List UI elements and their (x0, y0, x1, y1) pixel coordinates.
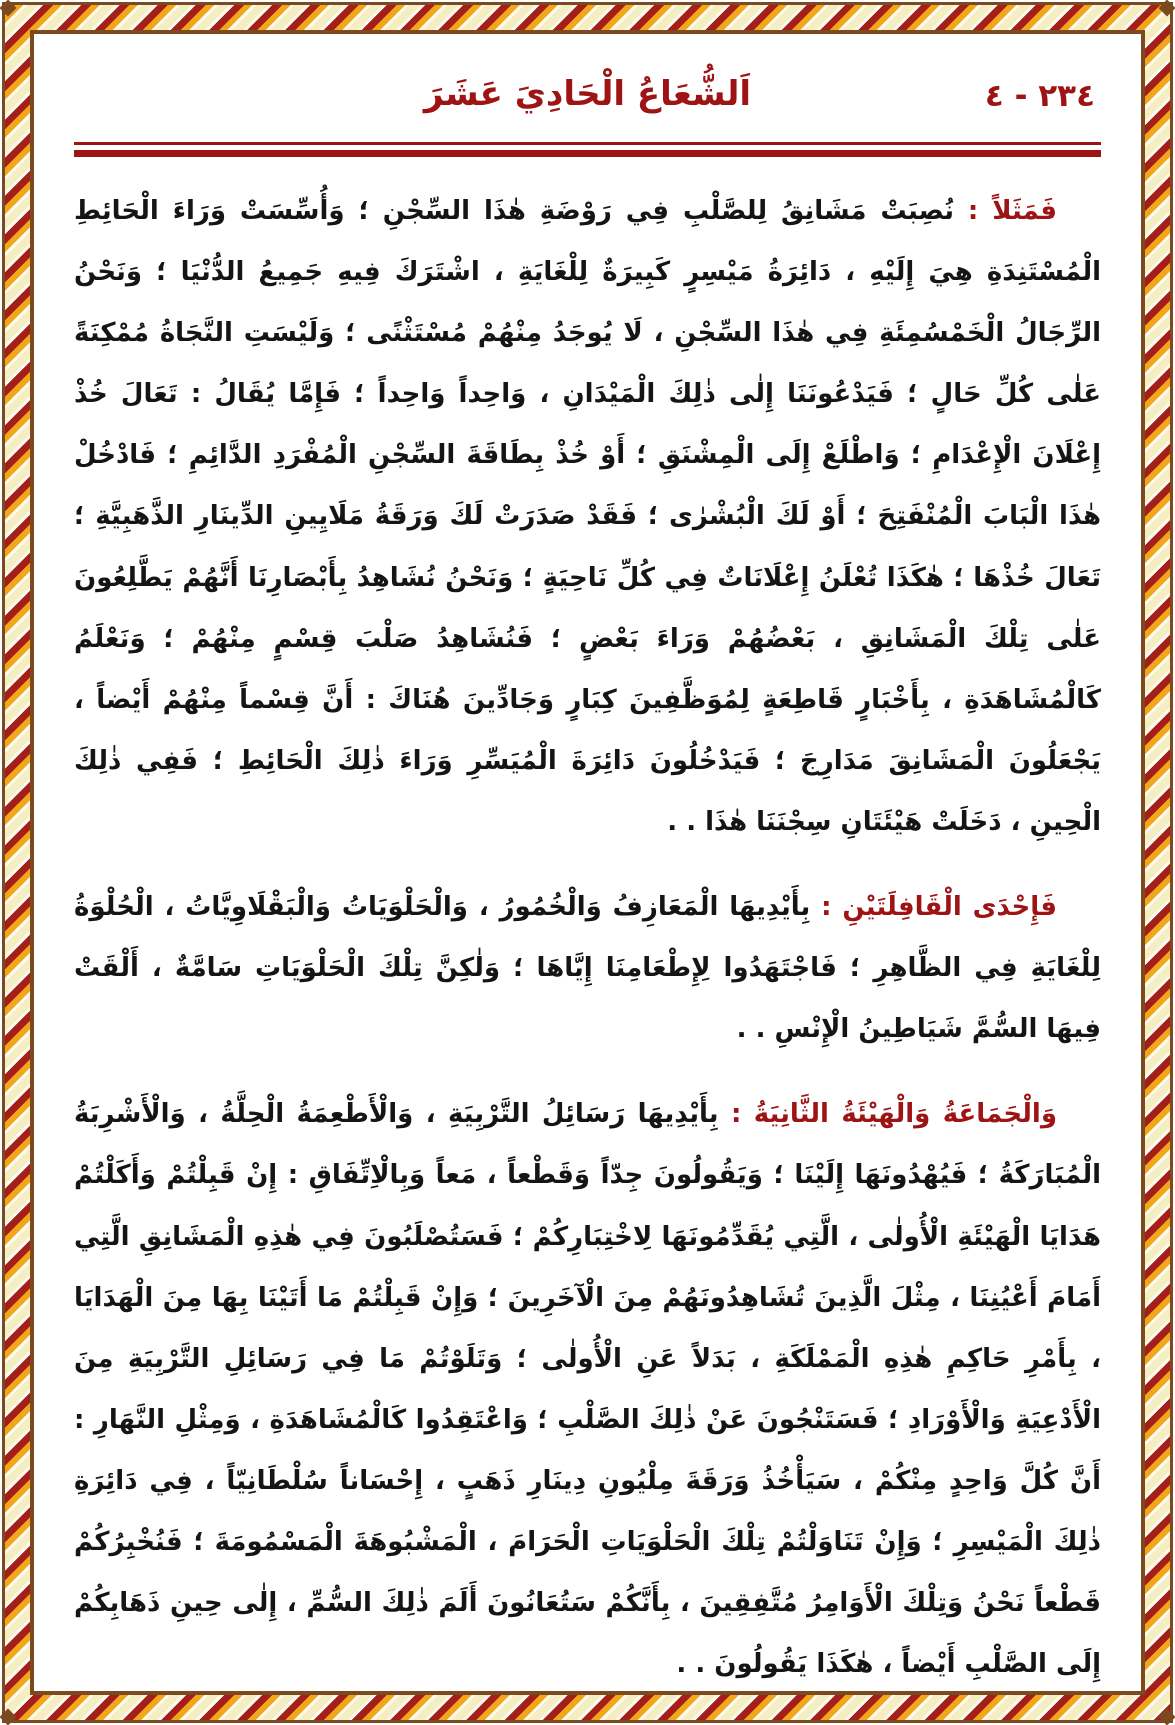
divider-thick-rule (74, 150, 1101, 157)
folio-page-number: ٢٣٤ - ٤ (984, 78, 1095, 114)
paragraph-text: نُصِبَتْ مَشَانِقُ لِلصَّلْبِ فِي رَوْضَةِ هٰذَا السِّجْنِ ؛ وَأُسِّسَتْ وَرَاءَ الْحَائِطِ الْمُسْتَنِدَةِ هِيَ إِلَيْهِ ، دَائِرَةُ مَيْسِرٍ كَبِيرَةٌ لِلْغَايَةِ ، اشْتَرَكَ فِيهِ جَمِيعُ الدُّنْيَا ؛ وَنَحْنُ الرِّجَالُ الْخَمْسُمِئَةِ فِي هٰذَا السِّجْنِ ، لَا يُوجَدُ مِنْهُمْ مُسْتَثْنًى ؛ وَلَيْسَتِ النَّجَاةُ مُمْكِنَةً عَلٰى كُلِّ حَالٍ ؛ فَيَدْعُونَنَا إِلٰى ذٰلِكَ الْمَيْدَانِ ، وَاحِداً وَاحِداً ؛ فَإِمَّا يُقَالُ : تَعَالَ خُذْ إِعْلَانَ الْإِعْدَامِ ؛ وَاطْلَعْ إِلَى الْمِشْنَقِ ؛ أَوْ خُذْ بِطَاقَةَ السِّجْنِ الْمُفْرَدِ الدَّائِمِ ؛ فَادْخُلْ هٰذَا الْبَابَ الْمُنْفَتِحَ ؛ أَوْ لَكَ الْبُشْرٰى ؛ فَقَدْ صَدَرَتْ لَكَ وَرَقَةُ مَلَايِينِ الدِّينَارِ الذَّهَبِيَّةِ ؛ تَعَالَ خُذْهَا ؛ هٰكَذَا تُعْلَنُ إِعْلَانَاتٌ فِي كُلِّ نَاحِيَةٍ ؛ وَنَحْنُ نُشَاهِدُ بِأَبْصَارِنَا أَنَّهُمْ يَطَّلِعُونَ عَلٰى تِلْكَ الْمَشَانِقِ ، بَعْضُهُمْ وَرَاءَ بَعْضٍ ؛ فَنُشَاهِدُ صَلْبَ قِسْمٍ مِنْهُمْ ؛ وَنَعْلَمُ كَالْمُشَاهَدَةِ ، بِأَخْبَارٍ قَاطِعَةٍ لِمُوَظَّفِينَ كِبَارٍ وَجَادِّينَ هُنَاكَ : أَنَّ قِسْماً مِنْهُمْ أَيْضاً ، يَجْعَلُونَ الْمَشَانِقَ مَدَارِجَ ؛ فَيَدْخُلُونَ دَائِرَةَ الْمُيَسِّرِ وَرَاءَ ذٰلِكَ الْحَائِطِ ؛ فَفِي ذٰلِكَ الْحِينِ ، دَخَلَتْ هَيْئَتَانِ سِجْنَنَا هٰذَا . . (74, 196, 1101, 837)
corner-ornament-icon (1159, 1709, 1175, 1725)
page-title: اَلشُّعَاعُ الْحَادِيَ عَشَرَ (423, 74, 752, 114)
paragraph-lead: وَالْجَمَاعَةُ وَالْهَيْئَةُ الثَّانِيَةُ : (730, 1099, 1057, 1130)
page-content (30, 30, 1145, 1695)
body-text (74, 181, 1101, 1695)
paragraph-second-group (74, 1084, 1101, 1695)
header-divider (74, 142, 1101, 157)
corner-ornament-icon (0, 1709, 16, 1725)
paragraph-lead: فَمَثَلاً : (967, 196, 1058, 226)
paragraph-lead: فَإِحْدَى الْقَافِلَتَيْنِ : (821, 892, 1057, 923)
page-header (74, 70, 1101, 132)
paragraph-text: بِأَيْدِيهَا الْمَعَازِفُ وَالْخُمُورُ ، وَالْحَلْوَيَاتُ وَالْبَقْلَاوِيَّاتُ ، الْحُلْوَةُ لِلْغَايَةِ فِي الظَّاهِرِ ؛ فَاجْتَهَدُوا لِإِطْعَامِنَا إِيَّاهَا ؛ وَلٰكِنَّ تِلْكَ الْحَلْوَيَاتِ سَامَّةٌ ، أَلْقَتْ فِيهَا السُّمَّ شَيَاطِينُ الْإِنْسِ . . (74, 892, 1101, 1045)
divider-thin-rule (74, 142, 1101, 145)
paragraph-example (74, 181, 1101, 853)
corner-ornament-icon (1159, 0, 1175, 16)
paragraph-text: بِأَيْدِيهَا رَسَائِلُ التَّرْبِيَةِ ، وَالْأَطْعِمَةُ الْحِلَّةُ ، وَالْأَشْرِبَةُ الْمُبَارَكَةُ ؛ فَيُهْدُونَهَا إِلَيْنَا ؛ وَيَقُولُونَ جِدّاً وَقَطْعاً ، مَعاً وَبِالْاِتِّفَاقِ : إِنْ قَبِلْتُمْ وَأَكَلْتُمْ هَدَايَا الْهَيْئَةِ الْأُولٰى ، الَّتِي يُقَدِّمُونَهَا لِاخْتِبَارِكُمْ ؛ فَسَتُصْلَبُونَ فِي هٰذِهِ الْمَشَانِقِ الَّتِي أَمَامَ أَعْيُنِنَا ، مِثْلَ الَّذِينَ تُشَاهِدُونَهُمْ مِنَ الْآخَرِينَ ؛ وَإِنْ قَبِلْتُمْ مَا أَتَيْنَا بِهَا مِنَ الْهَدَايَا ، بِأَمْرِ حَاكِمِ هٰذِهِ الْمَمْلَكَةِ ، بَدَلاً عَنِ الْأُولٰى ؛ وَتَلَوْتُمْ مَا فِي رَسَائِلِ التَّرْبِيَةِ مِنَ الْأَدْعِيَةِ وَالْأَوْرَادِ ؛ فَسَتَنْجُونَ عَنْ ذٰلِكَ الصَّلْبِ ؛ وَاعْتَقِدُوا كَالْمُشَاهَدَةِ ، وَمِثْلِ النَّهَارِ : أَنَّ كُلَّ وَاحِدٍ مِنْكُمْ ، سَيَأْخُذُ وَرَقَةَ مِلْيُونِ دِينَارِ ذَهَبٍ ، إِحْسَاناً سُلْطَانِيّاً ، فِي دَائِرَةِ ذٰلِكَ الْمَيْسِرِ ؛ وَإِنْ تَنَاوَلْتُمْ تِلْكَ الْحَلْوَيَاتِ الْحَرَامَ ، الْمَشْبُوهَةَ الْمَسْمُومَةَ ؛ فَنُخْبِرُكُمْ قَطْعاً نَحْنُ وَتِلْكَ الْأَوَامِرُ مُتَّفِقِينَ ، بِأَنَّكُمْ سَتُعَانُونَ أَلَمَ ذٰلِكَ السُّمِّ ، إِلٰى حِينِ ذَهَابِكُمْ إِلَى الصَّلْبِ أَيْضاً ، هٰكَذَا يَقُولُونَ . . (74, 1099, 1101, 1680)
corner-ornament-icon (0, 0, 16, 16)
paragraph-first-caravan (74, 877, 1101, 1060)
